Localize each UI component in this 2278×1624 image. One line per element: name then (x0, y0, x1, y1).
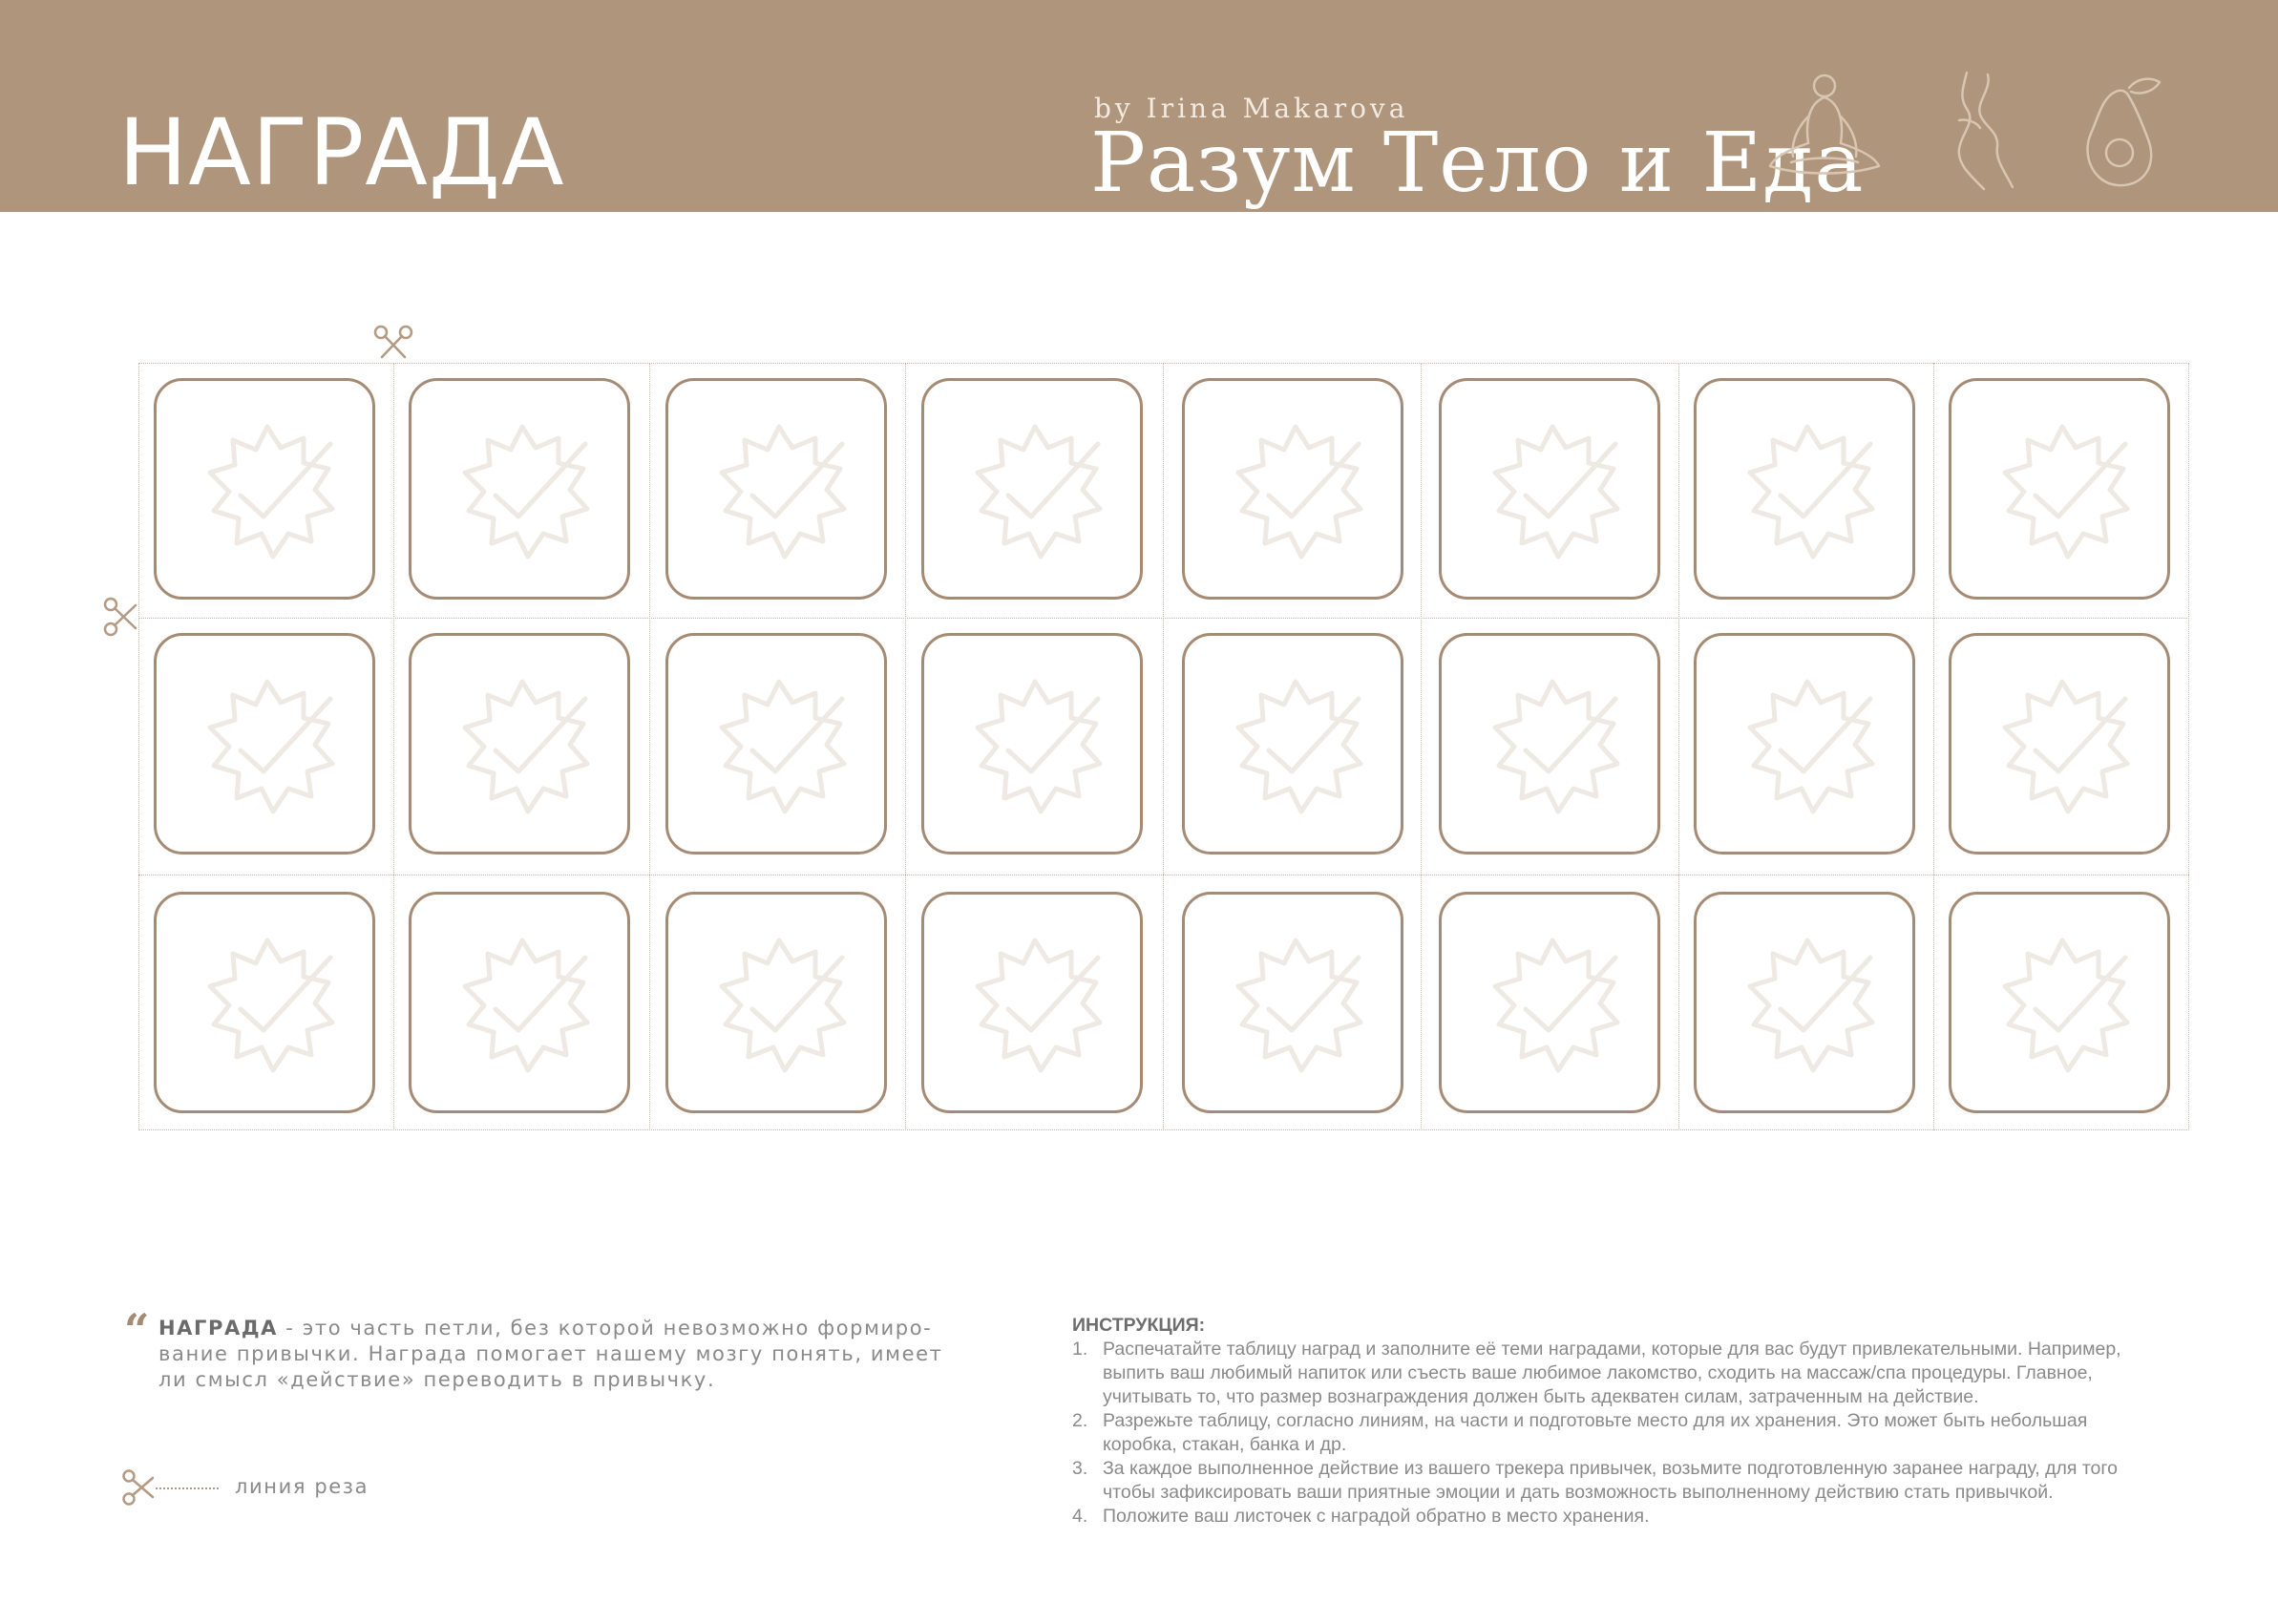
cut-line (393, 363, 394, 1130)
reward-cell (154, 633, 375, 854)
meditation-figure-icon (1762, 69, 1887, 189)
reward-cell (409, 378, 630, 600)
avocado-icon (2078, 73, 2163, 191)
reward-cell (1694, 378, 1915, 600)
instruction-number: 1. (1072, 1339, 1088, 1360)
reward-cell (154, 892, 375, 1113)
reward-cell (409, 633, 630, 854)
instruction-text: Распечатайте таблицу наград и заполните её теми наградами, которые для вас будут привлекательными. Например, выпить ваш любимый напиток или съесть ваше любимое лакомство, сходить на массаж/спа процедуры. Главное, учитывать то, что размер вознаграждения должен быть адекватен силам, затраченным на действие. (1103, 1339, 2121, 1407)
definition-term: НАГРАДА (158, 1317, 279, 1339)
reward-cell (1694, 892, 1915, 1113)
byline: by Irina Makarova (1094, 93, 1409, 124)
instruction-number: 2. (1072, 1410, 1088, 1431)
instruction-text: Положите ваш листочек с наградой обратно в место хранения. (1103, 1506, 1650, 1527)
reward-definition (158, 1316, 960, 1393)
instructions-list (1072, 1338, 2141, 1529)
header-bar (0, 0, 2278, 212)
cut-line (138, 618, 2189, 619)
instruction-number: 4. (1072, 1506, 1088, 1527)
cut-line (905, 363, 906, 1130)
instruction-item (1072, 1457, 2141, 1505)
reward-cell (1949, 633, 2170, 854)
cut-line (649, 363, 650, 1130)
reward-cell (1182, 892, 1403, 1113)
instruction-text: За каждое выполненное действие из вашего трекера привычек, возьмите подготовленную заранее награду, для того чтобы зафиксировать ваши приятные эмоции и дать возможность выполненному действию стать привычкой. (1103, 1458, 2118, 1503)
reward-cell (1439, 633, 1660, 854)
cut-line (1678, 363, 1679, 1130)
reward-cell (409, 892, 630, 1113)
instruction-text: Разрежьте таблицу, согласно линиям, на части и подготовьте место для их хранения. Это может быть небольшая коробка, стакан, банка и др. (1103, 1410, 2088, 1455)
scissors-icon (101, 596, 137, 638)
page-title: НАГРАДА (118, 99, 565, 206)
cut-line-sample (156, 1487, 219, 1489)
reward-cell (921, 378, 1143, 600)
cut-line-label: линия реза (235, 1475, 369, 1498)
scissors-icon (120, 1468, 155, 1507)
body-silhouette-icon (1938, 69, 2018, 195)
instruction-item (1072, 1505, 2141, 1529)
instruction-number: 3. (1072, 1458, 1088, 1479)
reward-cell (1182, 378, 1403, 600)
cut-line (1933, 363, 1934, 1130)
instructions-title: ИНСТРУКЦИЯ: (1072, 1315, 1206, 1336)
reward-cell (1949, 378, 2170, 600)
instruction-item (1072, 1409, 2141, 1457)
reward-cell (1439, 892, 1660, 1113)
instructions (1072, 1314, 2141, 1529)
cut-line (1421, 363, 1422, 1130)
instruction-item (1072, 1338, 2141, 1409)
reward-cell (665, 378, 887, 600)
quote-icon: “ (124, 1304, 150, 1356)
scissors-icon (372, 323, 414, 359)
cut-line (1163, 363, 1164, 1130)
reward-cell (665, 892, 887, 1113)
reward-cell (665, 633, 887, 854)
reward-cell (921, 633, 1143, 854)
reward-cell (1439, 378, 1660, 600)
reward-cell (1949, 892, 2170, 1113)
brand-title: Разум Тело и Еда (1090, 116, 1865, 211)
reward-cell (1182, 633, 1403, 854)
reward-cell (1694, 633, 1915, 854)
reward-cell (154, 378, 375, 600)
definition-text: - это часть петли, без которой невозможно формиро-вание привычки. Награда помогает нашему мозгу понять, имеет ли смысл «действие» переводить в привычку. (158, 1317, 943, 1391)
reward-cell (921, 892, 1143, 1113)
